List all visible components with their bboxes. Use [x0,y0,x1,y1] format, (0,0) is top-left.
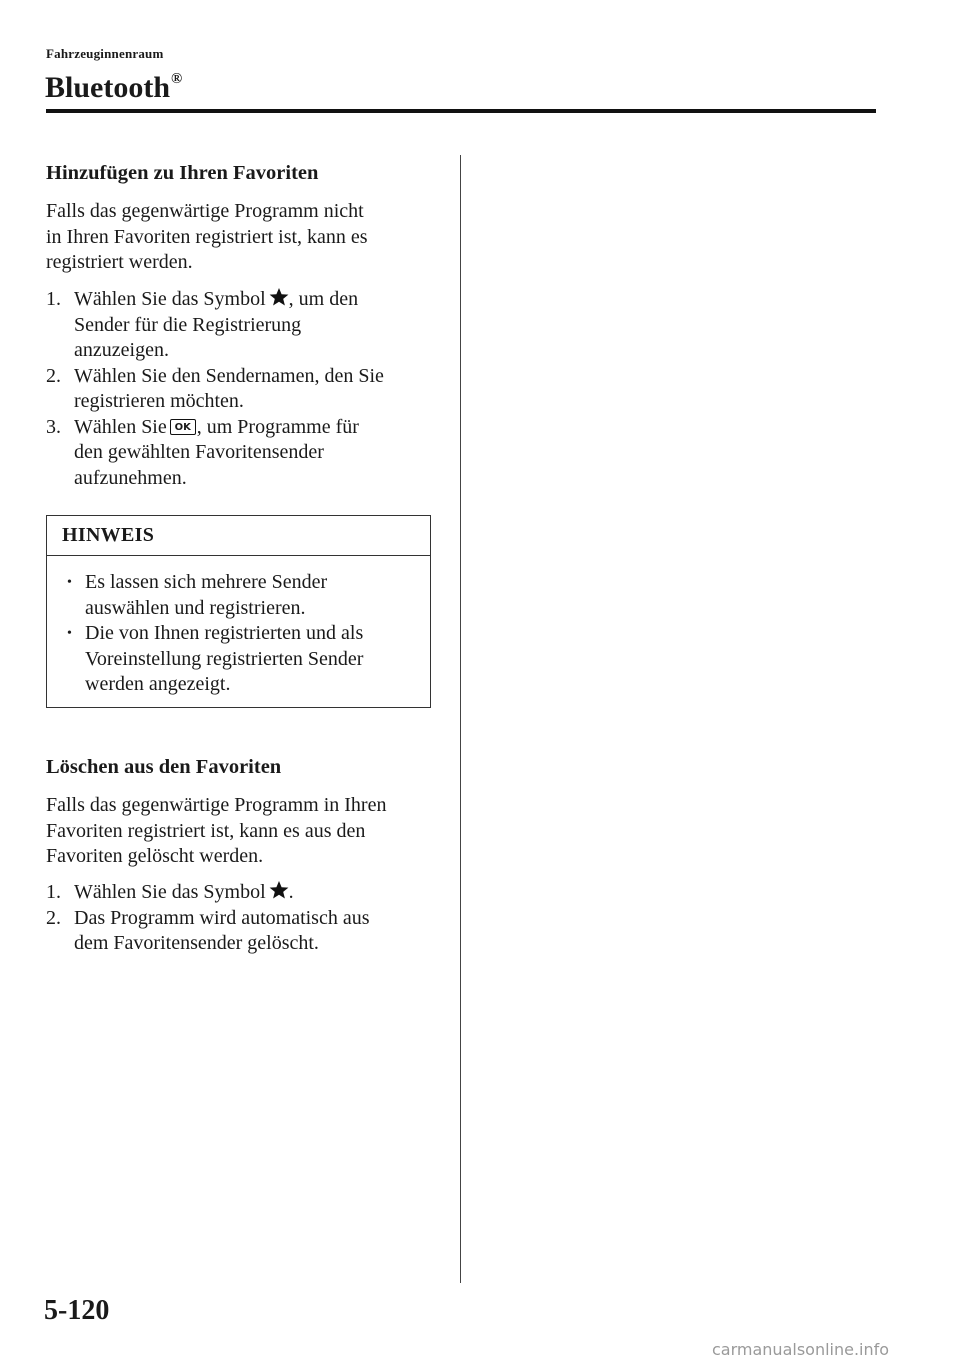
note-line: werden angezeigt. [85,673,231,695]
step-number: 2. [46,906,61,929]
step-item [46,364,438,415]
delete-favorites-steps [46,880,438,957]
note-line: Voreinstellung registrierten Sender [85,647,364,670]
step-line: den gewählten Favoritensender [74,441,324,463]
registered-mark: ® [171,71,183,87]
note-item [65,621,425,698]
chapter-title-text: Bluetooth [45,71,171,104]
step-line: Wählen Sie OK , um Programme für [74,415,359,438]
step-line: Wählen Sie das Symbol . [74,881,294,903]
intro-line: registriert werden. [46,251,193,273]
delete-favorites-heading: Löschen aus den Favoriten [46,756,282,778]
bullet: • [67,626,72,641]
watermark: carmanualsonline.info [712,1340,890,1359]
page-number: 5-120 [44,1295,110,1326]
add-favorites-intro [46,199,438,276]
note-line: Die von Ihnen registrierten und als [85,622,364,644]
bullet: • [67,575,72,590]
note-list [65,570,425,698]
step-number: 1. [46,288,61,310]
intro-line: Falls das gegenwärtige Programm nicht [46,200,364,222]
section-label: Fahrzeuginnenraum [46,46,164,61]
intro-line: Favoriten gelöscht werden. [46,845,264,867]
step-line: aufzunehmen. [74,466,187,489]
add-favorites-heading: Hinzufügen zu Ihren Favoriten [46,162,319,184]
intro-line: Falls das gegenwärtige Programm in Ihren [46,794,387,816]
note-box [46,515,431,708]
step-line: Wählen Sie den Sendernamen, den Sie [74,364,384,387]
chapter-title [45,60,182,107]
step-item [46,287,438,364]
step-item [46,415,438,492]
step-line: dem Favoritensender gelöscht. [74,932,319,954]
step-number: 3. [46,415,61,438]
intro-line: in Ihren Favoriten registriert ist, kann es [46,225,368,248]
step-number: 2. [46,364,61,387]
star-icon [269,880,289,900]
note-title: HINWEIS [62,524,155,546]
step-line: Sender für die Registrierung [74,313,302,336]
step-item [46,880,438,906]
note-line: auswählen und registrieren. [85,596,306,619]
intro-line: Favoriten registriert ist, kann es aus den [46,819,366,842]
note-line: Es lassen sich mehrere Sender [85,571,328,593]
column-divider [460,155,461,1283]
step-number: 1. [46,881,61,903]
header-rule [46,109,876,113]
step-line: Wählen Sie das Symbol , um den [74,288,359,310]
step-line: Das Programm wird automatisch aus [74,906,370,929]
delete-favorites-intro [46,793,438,870]
note-item [65,570,425,621]
step-line: anzuzeigen. [74,339,169,361]
step-item [46,906,438,957]
star-icon [269,287,289,307]
step-line: registrieren möchten. [74,390,244,412]
note-header [47,516,430,556]
ok-button-icon: OK [170,419,196,435]
add-favorites-steps [46,287,438,491]
